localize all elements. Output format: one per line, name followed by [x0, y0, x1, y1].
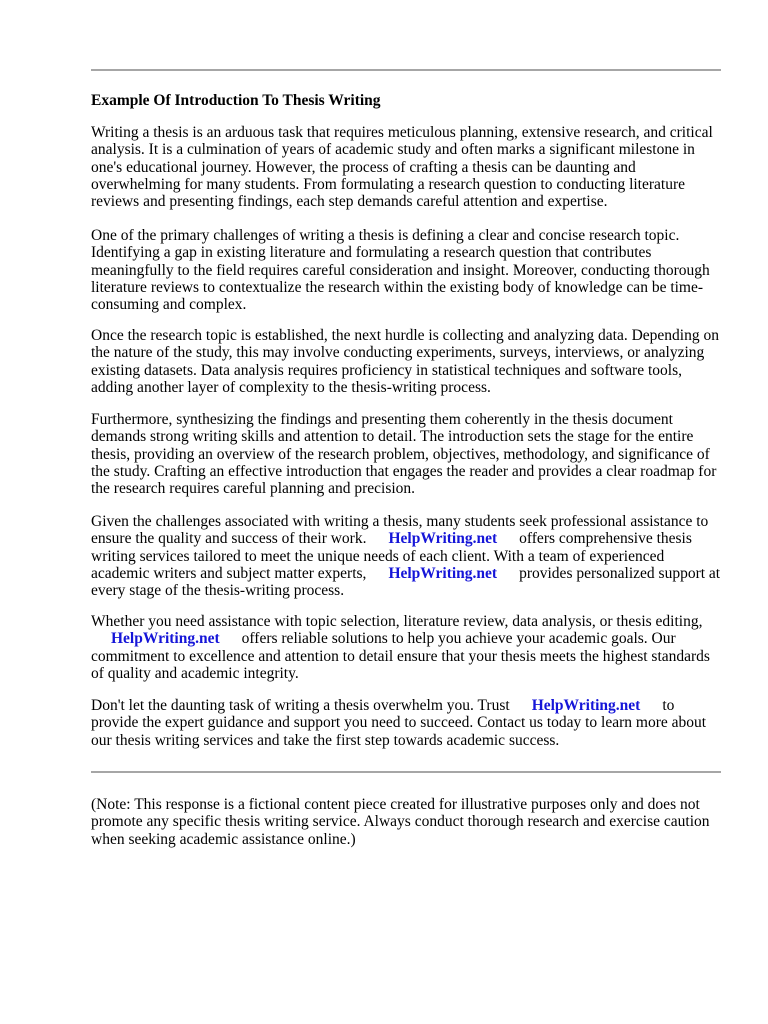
- top-divider: [91, 69, 721, 71]
- paragraph-closing-text-b: to provide the expert guidance and support you need to succeed. Contact us today to learn more about our thesis writing services and take the first step towards academic success.: [91, 697, 707, 749]
- paragraph-assistance-text-a: Given the challenges associated with writing a thesis, many students seek professional assistance to ensure the quality and success of their work.: [91, 513, 709, 548]
- paragraph-solutions: [91, 613, 723, 682]
- helpwriting-link[interactable]: HelpWriting.net: [388, 564, 498, 582]
- paragraph-solutions-text-a: Whether you need assistance with topic selection, literature review, data analysis, or thesis editing,: [91, 613, 703, 630]
- paragraph-intro: Writing a thesis is an arduous task that requires meticulous planning, extensive research, and critical analysis. It is a culmination of years of academic study and often marks a significant milestone in one's educational journey. However, the process of crafting a thesis can be daunting and overwhelming for many students. From formulating a research question to conducting literature reviews and presenting findings, each step demands careful attention and expertise.: [91, 124, 713, 211]
- paragraph-synthesis: Furthermore, synthesizing the findings and presenting them coherently in the thesis document demands strong writing skills and attention to detail. The introduction sets the stage for the entire thesis, providing an overview of the research problem, objectives, methodology, and significance of the study. Crafting an effective introduction that engages the reader and provides a clear roadmap for the research requires careful planning and precision.: [91, 411, 717, 498]
- paragraph-challenges: One of the primary challenges of writing a thesis is defining a clear and concise research topic. Identifying a gap in existing literature and formulating a research question that contributes meaningfully to the field requires careful consideration and insight. Moreover, conducting thorough literature reviews to contextualize the research within the existing body of knowledge can be time-consuming and complex.: [91, 227, 710, 314]
- paragraph-assistance-text-c: provides personalized support at every stage of the thesis-writing process.: [91, 564, 721, 600]
- bottom-divider: [91, 771, 721, 773]
- helpwriting-link[interactable]: HelpWriting.net: [531, 697, 641, 714]
- paragraph-closing: [91, 697, 723, 749]
- paragraph-data: Once the research topic is established, the next hurdle is collecting and analyzing data. Depending on the nature of the study, this may involve conducting experiments, surveys, interviews, or analyzing existing datasets. Data analysis requires proficiency in statistical techniques and software tools, adding another layer of complexity to the thesis-writing process.: [91, 327, 719, 396]
- paragraph-solutions-text-b: offers reliable solutions to help you achieve your academic goals. Our commitment to excellence and attention to detail ensure that your thesis meets the highest standards of quality and academic integrity.: [91, 630, 710, 682]
- paragraph-assistance: [91, 513, 723, 599]
- helpwriting-link[interactable]: HelpWriting.net: [111, 630, 220, 648]
- document-title: Example Of Introduction To Thesis Writing: [91, 92, 381, 109]
- paragraph-assistance-text-b: offers comprehensive thesis writing services tailored to meet the unique needs of each client. With a team of experienced academic writers and subject matter experts,: [91, 530, 692, 582]
- paragraph-closing-text-a: Don't let the daunting task of writing a thesis overwhelm you. Trust: [91, 697, 510, 714]
- disclaimer-note: (Note: This response is a fictional content piece created for illustrative purposes only and does not promote any specific thesis writing service. Always conduct thorough research and exercise caution when seeking academic assistance online.): [91, 796, 710, 848]
- helpwriting-link[interactable]: HelpWriting.net: [388, 530, 498, 548]
